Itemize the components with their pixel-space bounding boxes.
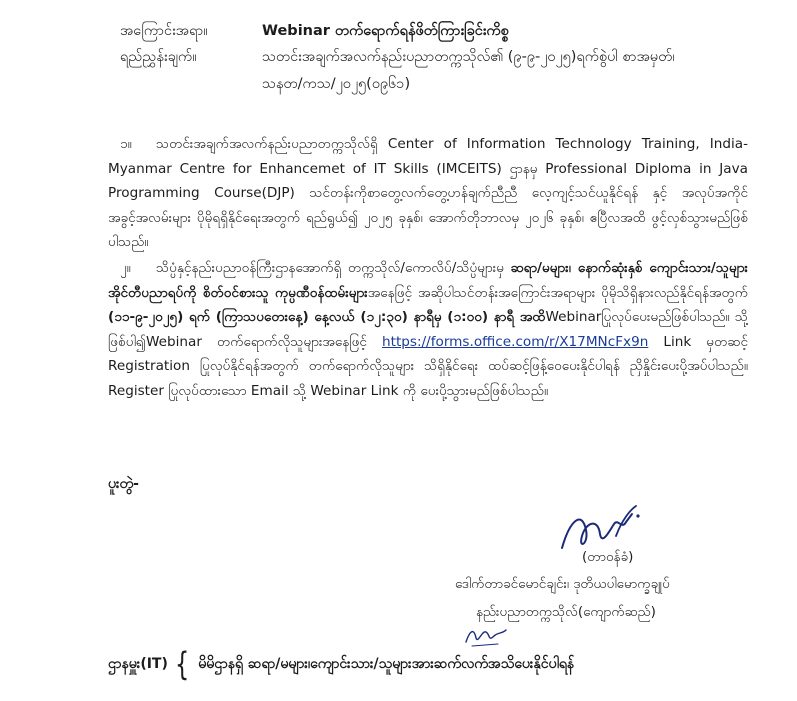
paragraph-2-text-1: သိပ္ပံနှင့်နည်းပညာဝန်ကြီးဌာနအောက်ရှိ တက္ကသိုလ်/ကောလိပ်/သိပ္ပံများမှ [156,260,511,276]
subject-value: Webinar တက်ရောက်ရန်ဖိတ်ကြားခြင်းကိစ္စ [262,23,509,39]
paragraph-1 [108,132,748,255]
paragraph-2-text-4: Link မှတဆင့် Registration ပြုလုပ်နိုင်ရန်အတွက် တက်ရောက်လိုသူများ သိရှိနိုင်ရေး ထပ်ဆင့်ဖြန့်ဝေပေးနိုင်ပါရန် ညှိနှိုင်းပေးပို့အပ်ပါသည်။ Register ပြုလုပ်ထားသော Email သို့ Webinar Link ကို ပေးပို့သွားမည်ဖြစ်ပါသည်။ [108,333,748,399]
footer-dept: ဌာနမှူး(IT) [108,656,168,672]
paragraph-1-number: ၁။ [120,136,132,152]
closing-text: ပူးတွဲ- [108,476,139,492]
initials-mark [462,622,512,648]
brace-glyph: { [174,645,190,683]
paragraph-2-text-3: Webinarပြုလုပ်ပေးမည်ဖြစ်ပါသည်။ သို့ဖြစ်ပါ၍Webinar တက်ရောက်လိုသူများအနေဖြင့် [108,309,748,350]
reference-label: ရည်ညွှန်းချက်။ [120,49,197,65]
paragraph-2-text-2: အနေဖြင့် အဆိုပါသင်တန်းအကြောင်းအရာများ ပိုမိုသိရှိနားလည်နိုင်ရန်အတွက် [367,284,748,301]
paragraph-1-text: သတင်းအချက်အလက်နည်းပညာတက္ကသိုလ်ရှိ Center of Information Technology Training, India- Myanmar Centre for Enhancemet of IT Skills (IMCEITS) ဌာနမှ Professional Diploma in Java Programming Course(DJP) သင်တန်းကိုစာတွေ့လက်တွေ့ဟန်ချက်ညီညီ လေ့ကျင့်သင်ယူနိုင်ရန် နှင့် အလုပ်အကိုင်အခွင့်အလမ်းများ ပိုမိုရရှိနိုင်ရေးအတွက် ရည်ရွယ်၍ ၂၀၂၅ ခုနှစ်၊ အောက်တိုဘာလမှ ၂၀၂၆ ခုနှစ်၊ ဧပြီလအထိ ဖွင့်လှစ်သွားမည်ဖြစ်ပါသည်။ [108,136,748,250]
reference-value-line2: သနတ/ကသ/၂၀၂၅(၀၉၆၁) [262,76,411,92]
footer-distribution [108,645,575,683]
paragraph-2 [108,256,748,403]
paragraph-2-bold-datetime: (၁၁-၉-၂၀၂၅) ရက် (ကြာသပတေးနေ့) နေ့လယ် (၁၂:၃၀) နာရီမှ (၁:၀၀) နာရီ အထိ [108,309,546,325]
signatory-name: ဒေါက်တာခင်မောင်ချင်း၊ ဒုတိယပါမောက္ခချုပ် [455,576,670,592]
registration-link[interactable]: https://forms.office.com/r/X17MNcFx9n [382,333,649,350]
paragraph-2-number: ၂။ [120,260,131,276]
signature-tag: (တာဝန်ခံ) [582,549,634,565]
reference-value-line1: သတင်းအချက်အလက်နည်းပညာတက္ကသိုလ်၏ (၉-၉-၂၀၂၅)ရက်စွဲပါ စာအမှတ်၊ [262,49,675,65]
subject-label: အကြောင်းအရာ။ [120,23,208,39]
footer-instruction: မိမိဌာနရှိ ဆရာ/မများ၊ကျောင်းသား/သူများအားဆက်လက်အသိပေးနိုင်ပါရန် [198,656,575,672]
paragraph-2-bold-audience: ဆရာ/မများ၊ နောက်ဆုံးနှစ် ကျောင်းသား/သူများ အိုင်တီပညာရပ်ကို စိတ်ဝင်စားသူ ကုမ္ပဏီဝန်ထမ်းများ [108,260,748,301]
signatory-organization: နည်းပညာတက္ကသိုလ်(ကျောက်ဆည်) [476,604,656,620]
